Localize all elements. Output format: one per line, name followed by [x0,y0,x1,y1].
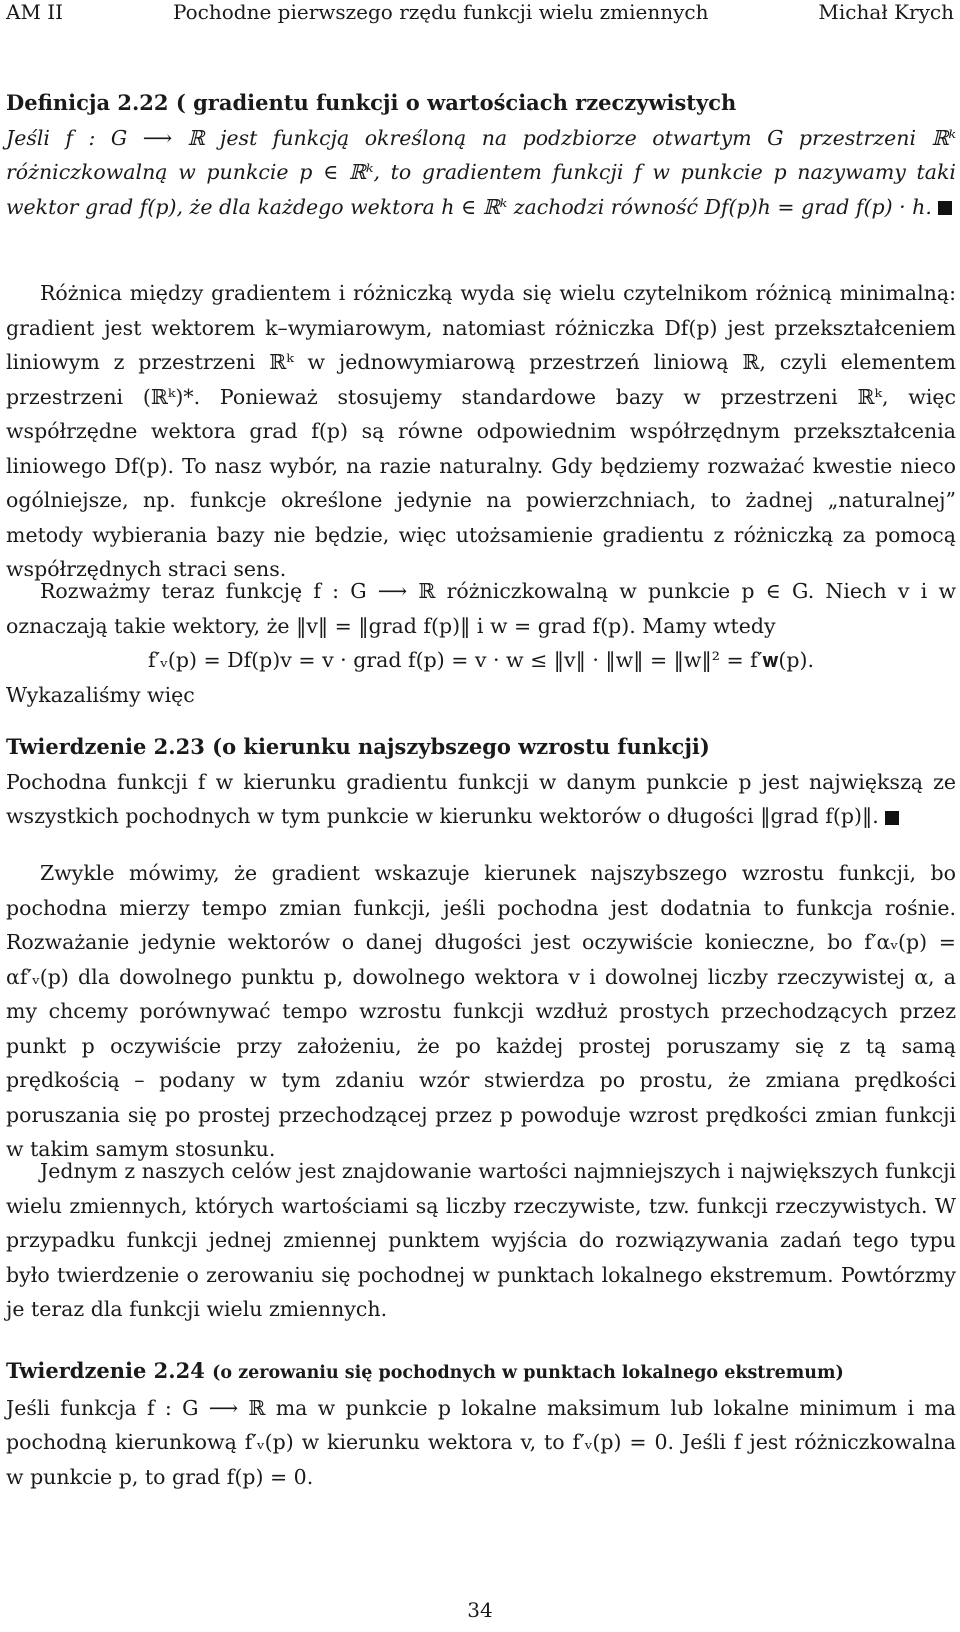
paragraph-1: Różnica między gradientem i różniczką wyda się wielu czytelnikom różnicą minimalną: gradient jest wektorem k–wymiarowym, natomiast różniczka Df(p) jest przekształceniem liniowym z przestrzeni ℝᵏ w jednowymiarową przestrzeń liniową ℝ, czyli elementem przestrzeni (ℝᵏ)*. Ponieważ stosujemy standardowe bazy w przestrzeni ℝᵏ, więc współrzędne wektora grad f(p) są równe odpowiednim współrzędnym przekształcenia liniowego Df(p). To nasz wybór, na razie naturalny. Gdy będziemy rozważać kwestie nieco ogólniejsze, np. funkcje określone jedynie na powierzchniach, to żadnej „naturalnej” metody wybierania bazy nie będzie, więc utożsamienie gradientu z różniczką za pomocą współrzędnych straci sens. [6,281,956,581]
definition-body: Jeśli f : G ⟶ ℝ jest funkcją określoną na podzbiorze otwartym G przestrzeni ℝᵏ różniczkowalną w punkcie p ∈ ℝᵏ, to gradientem funkcji f w punkcie p nazywamy taki wektor grad f(p), że dla każdego wektora h ∈ ℝᵏ zachodzi równość Df(p)h = grad f(p) · h. [6,125,956,219]
definition-block [6,86,956,224]
equation-directional-derivative: f′ᵥ(p) = Df(p)v = v · grad f(p) = v · w ≤ ‖v‖ · ‖w‖ = ‖w‖² = f′𝐰(p). [147,648,815,672]
theorem-2-24-subtitle: (o zerowaniu się pochodnych w punktach lokalnego ekstremum) [212,1363,844,1383]
header-center: Pochodne pierwszego rzędu funkcji wielu zmiennych [172,0,709,24]
qed-square-icon [885,811,899,825]
running-header [6,0,954,34]
paragraph-gradient-vs-differential [6,276,956,587]
page-number: 34 [467,1598,493,1622]
theorem-2-24-body: Jeśli funkcja f : G ⟶ ℝ ma w punkcie p lokalne maksimum lub lokalne minimum i ma pochodną kierunkową f′ᵥ(p) w kierunku wektora v, to f′ᵥ(p) = 0. Jeśli f jest różniczkowalna w punkcie p, to grad f(p) = 0. [6,1395,956,1489]
conclusion-line: Wykazaliśmy więc [6,682,195,707]
paragraph-steepest-ascent [6,856,956,1167]
paragraph-3: Zwykle mówimy, że gradient wskazuje kierunek najszybszego wzrostu funkcji, bo pochodna mierzy tempo zmian funkcji, jeśli pochodna jest dodatnia to funkcja rośnie. Rozważanie jedynie wektorów o danej długości jest oczywiście konieczne, bo f′αᵥ(p) = αf′ᵥ(p) dla dowolnego punktu p, dowolnego wektora v i dowolnej liczby rzeczywistej α, a my chcemy porównywać tempo wzrostu funkcji wzdłuż prostych przechodzących przez punkt p oczywiście przy założeniu, że po każdej prostej poruszamy się z tą samą prędkością – podany w tym zdaniu wzór stwierdza po prostu, że zmiana prędkości poruszania się po prostej przechodzącej przez p powoduje wzrost prędkości zmian funkcji w takim samym stosunku. [6,861,956,1161]
paragraph-4: Jednym z naszych celów jest znajdowanie wartości najmniejszych i największych funkcji wielu zmiennych, których wartościami są liczby rzeczywiste, tzw. funkcji rzeczywistych. W przypadku funkcji jednej zmiennej punktem wyjścia do rozwiązywania zadań tego typu było twierdzenie o zerowaniu się pochodnej w punktach lokalnego ekstremum. Powtórzmy je teraz dla funkcji wielu zmiennych. [6,1159,956,1321]
theorem-2-23-title: Twierdzenie 2.23 (o kierunku najszybszego wzrostu funkcji) [6,734,710,759]
paragraph-2: Rozważmy teraz funkcję f : G ⟶ ℝ różniczkowalną w punkcie p ∈ G. Niech v i w oznaczają takie wektory, że ‖v‖ = ‖grad f(p)‖ i w = grad f(p). Mamy wtedy [6,579,956,638]
theorem-2-24-block [6,1354,956,1494]
header-left: AM II [6,0,64,24]
theorem-2-23-block [6,730,956,834]
theorem-2-24-title: Twierdzenie 2.24 [6,1358,205,1383]
definition-title: Definicja 2.22 ( gradientu funkcji o wartościach rzeczywistych [6,90,737,115]
header-right: Michał Krych [818,0,954,24]
theorem-2-23-body: Pochodna funkcji f w kierunku gradientu funkcji w danym punkcie p jest największą ze wszystkich pochodnych w tym punkcie w kierunku wektorów o długości ‖grad f(p)‖. [6,769,956,828]
qed-square-icon [938,201,952,215]
paragraph-extremum-intro [6,1154,956,1327]
paragraph-consider-block [6,574,956,712]
